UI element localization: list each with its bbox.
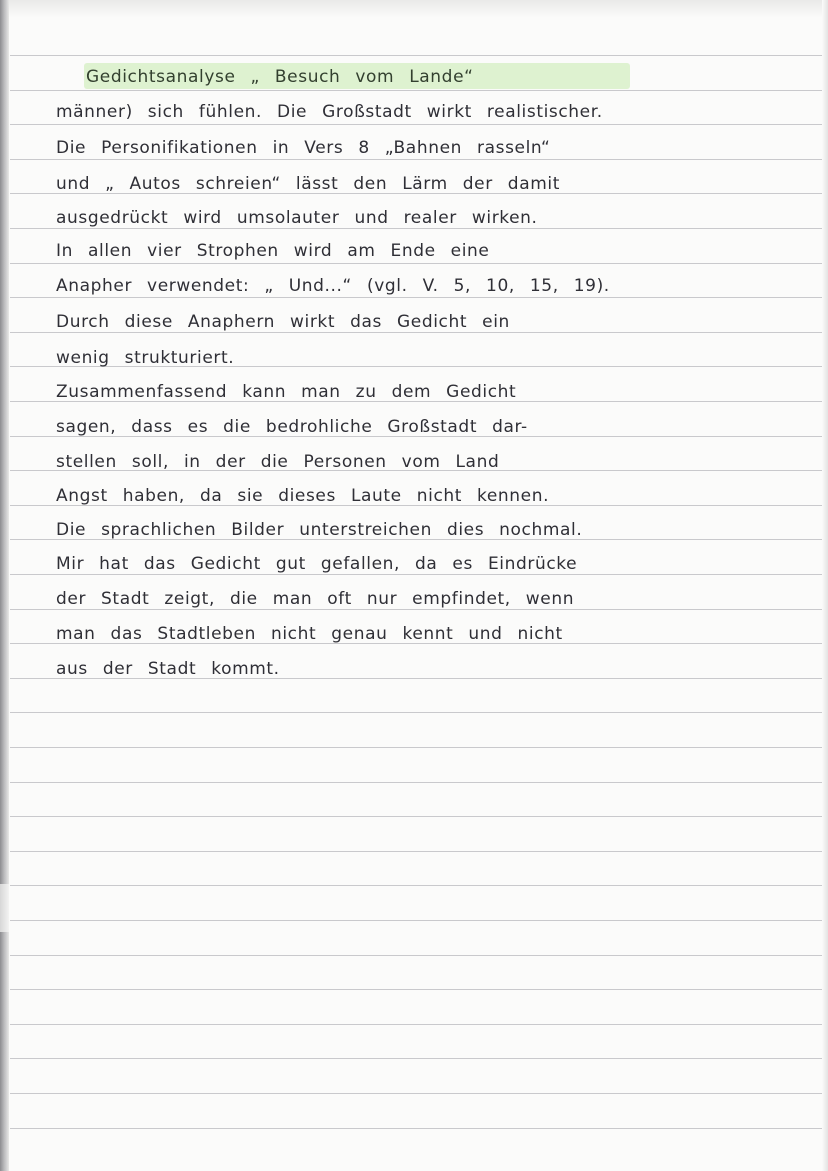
- handwritten-text: [56, 67, 610, 679]
- text-line-14: Mir hat das Gedicht gut gefallen, da es Eindrücke: [56, 554, 578, 574]
- text-line-8: wenig strukturiert.: [56, 348, 235, 368]
- text-line-1: männer) sich fühlen. Die Großstadt wirkt realistischer.: [56, 102, 603, 122]
- text-line-6: Anapher verwendet: „ Und...“ (vgl. V. 5, 10, 15, 19).: [56, 276, 610, 296]
- text-line-17: aus der Stadt kommt.: [56, 659, 280, 679]
- text-line-7: Durch diese Anaphern wirkt das Gedicht ein: [56, 312, 510, 332]
- text-line-10: sagen, dass es die bedrohliche Großstadt dar-: [56, 417, 528, 437]
- text-line-15: der Stadt zeigt, die man oft nur empfindet, wenn: [56, 589, 575, 609]
- text-line-5: In allen vier Strophen wird am Ende eine: [56, 241, 490, 261]
- text-line-4: ausgedrückt wird umsolauter und realer wirken.: [56, 208, 538, 228]
- text-line-2: Die Personifikationen in Vers 8 „Bahnen rasseln“: [56, 138, 551, 158]
- text-line-3: und „ Autos schreien“ lässt den Lärm der damit: [56, 174, 560, 194]
- text-line-16: man das Stadtleben nicht genau kennt und nicht: [56, 624, 563, 644]
- text-line-13: Die sprachlichen Bilder unterstreichen dies nochmal.: [56, 520, 583, 540]
- text-line-11: stellen soll, in der die Personen vom Land: [56, 452, 500, 472]
- text-line-12: Angst haben, da sie dieses Laute nicht kennen.: [56, 486, 550, 506]
- text-line-9: Zusammenfassend kann man zu dem Gedicht: [56, 382, 517, 402]
- document-title: Gedichtsanalyse „ Besuch vom Lande“: [86, 67, 474, 87]
